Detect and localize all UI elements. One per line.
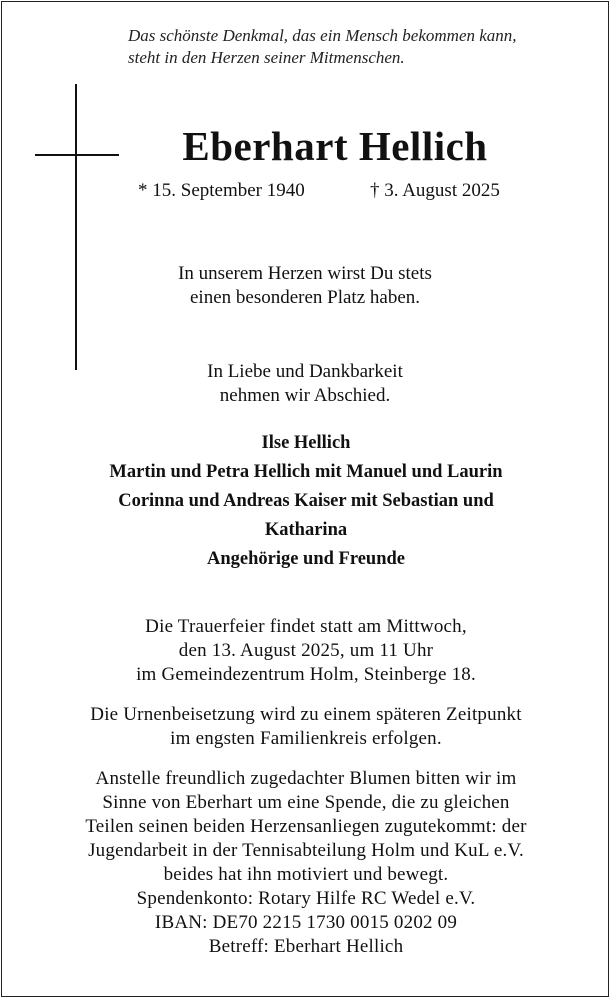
cross-icon [75, 84, 77, 370]
donation-line: Anstelle freundlich zugedachter Blumen bitten wir im [95, 768, 517, 789]
donation-info [10, 767, 602, 959]
birth-date: * 15. September 1940 [138, 180, 305, 201]
urn-line: im engsten Familienkreis erfolgen. [170, 728, 442, 749]
verse-line: In unserem Herzen wirst Du stets [178, 263, 432, 284]
farewell-line: In Liebe und Dankbarkeit [207, 361, 403, 382]
service-line: den 13. August 2025, um 11 Uhr [178, 640, 434, 661]
donation-line: Jugendarbeit in der Tennisabteilung Holm und KuL e.V. [88, 840, 524, 861]
mourner-line: Martin und Petra Hellich mit Manuel und Laurin [109, 462, 503, 482]
donation-reference: Betreff: Eberhart Hellich [208, 936, 404, 957]
mourner-line: Angehörige und Freunde [206, 549, 406, 569]
cross-icon-bar [35, 154, 119, 156]
donation-line: beides hat ihn motiviert und bewegt. [163, 864, 449, 885]
farewell-line: nehmen wir Abschied. [219, 385, 391, 406]
farewell-text [100, 360, 510, 408]
deceased-name: Eberhart Hellich [182, 123, 488, 169]
epigraph-quote [128, 25, 598, 69]
urn-burial-info [10, 703, 602, 751]
verse-text [100, 262, 510, 310]
donation-account: Spendenkonto: Rotary Hilfe RC Wedel e.V. [136, 888, 476, 909]
donation-iban: IBAN: DE70 2215 1730 0015 0202 09 [154, 912, 458, 933]
mourners-list [20, 429, 592, 574]
verse-line: einen besonderen Platz haben. [189, 287, 421, 308]
donation-line: Teilen seinen beiden Herzensanliegen zugutekommt: der [85, 816, 527, 837]
service-line: im Gemeindezentrum Holm, Steinberge 18. [136, 664, 476, 685]
donation-line: Sinne von Eberhart um eine Spende, die zu gleichen [102, 792, 510, 813]
service-info [10, 615, 602, 687]
quote-line: steht in den Herzen seiner Mitmenschen. [128, 48, 405, 67]
urn-line: Die Urnenbeisetzung wird zu einem späteren Zeitpunkt [90, 704, 522, 725]
quote-line: Das schönste Denkmal, das ein Mensch bekommen kann, [128, 26, 517, 45]
service-line: Die Trauerfeier findet statt am Mittwoch, [145, 616, 467, 637]
mourner-line: Ilse Hellich [261, 433, 351, 453]
mourner-line: Katharina [264, 520, 348, 540]
death-date: † 3. August 2025 [370, 180, 500, 201]
mourner-line: Corinna und Andreas Kaiser mit Sebastian und [118, 491, 494, 511]
